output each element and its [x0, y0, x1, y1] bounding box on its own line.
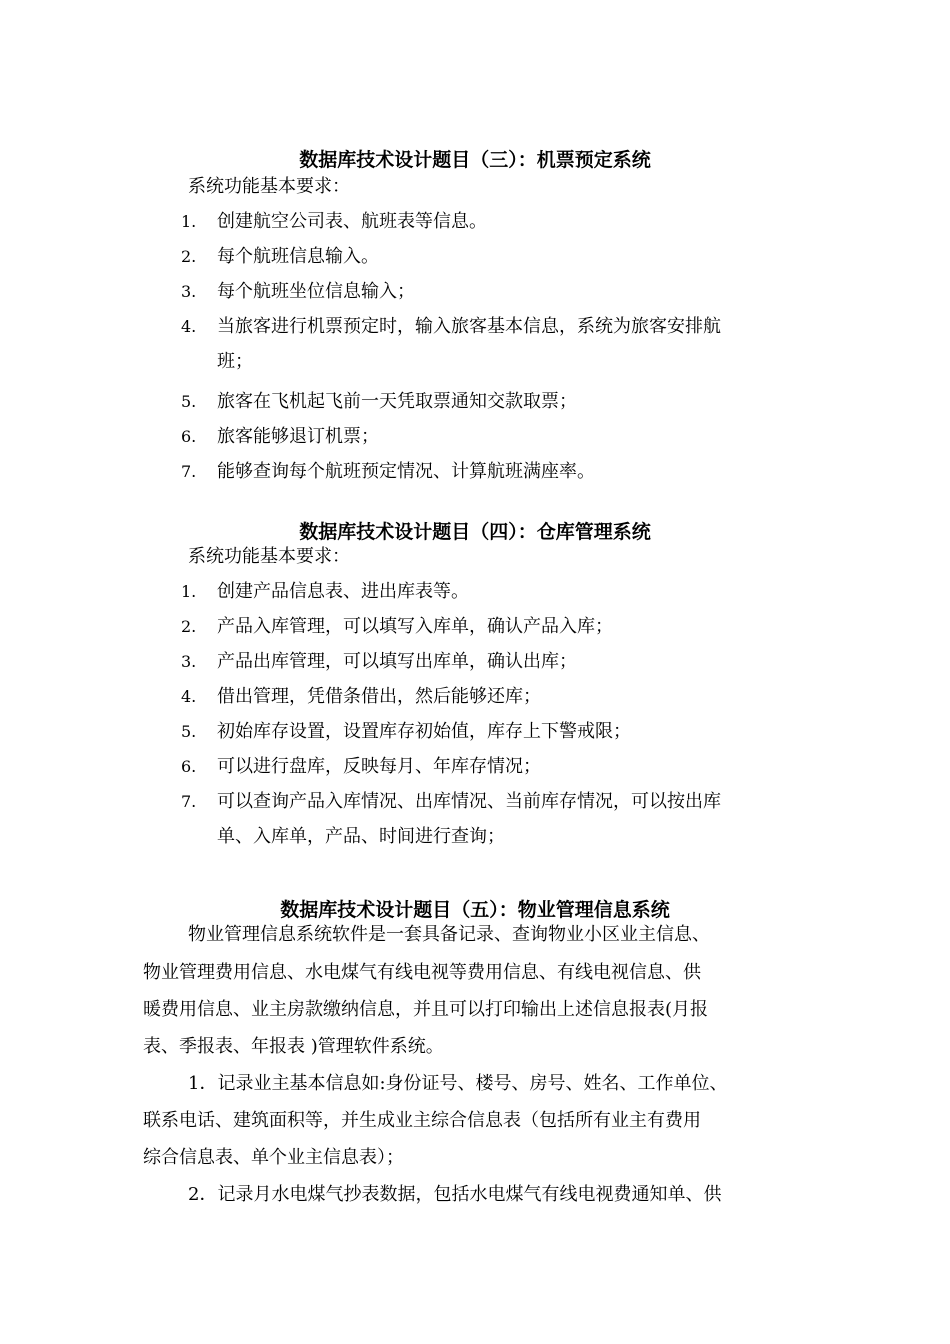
- list-number: 3.: [181, 652, 197, 671]
- list-item: [181, 245, 821, 269]
- list-text: 可以查询产品入库情况、出库情况、当前库存情况，可以按出库: [217, 791, 721, 812]
- list-text: 初始库存设置，设置库存初始值，库存上下警戒限；: [217, 721, 631, 742]
- list-number: 7.: [181, 792, 197, 811]
- paragraph-line: 1．记录业主基本信息如:身份证号、楼号、房号、姓名、工作单位、: [188, 1073, 728, 1094]
- list-number: 3.: [181, 282, 197, 301]
- section-title-property-management: 数据库技术设计题目（五）：物业管理信息系统: [280, 899, 670, 921]
- paragraph-line: 2．记录月水电煤气抄表数据，包括水电煤气有线电视费通知单、供: [188, 1184, 722, 1205]
- list-item: [181, 425, 821, 449]
- list-number: 1.: [181, 212, 197, 231]
- section-title-flight-booking: 数据库技术设计题目（三）：机票预定系统: [299, 149, 651, 171]
- list-item: [181, 580, 821, 604]
- list-text-continuation: 班；: [217, 351, 253, 372]
- list-item: [181, 650, 821, 674]
- list-number: 7.: [181, 462, 197, 481]
- list-text: 产品入库管理，可以填写入库单，确认产品入库；: [217, 616, 613, 637]
- list-item: [181, 460, 821, 484]
- list-text: 每个航班信息输入。: [217, 246, 379, 267]
- list-text: 创建航空公司表、航班表等信息。: [217, 211, 487, 232]
- paragraph-line: 综合信息表、单个业主信息表）；: [143, 1147, 404, 1168]
- paragraph-line: 表、季报表、年报表 )管理软件系统。: [143, 1036, 444, 1057]
- list-item: [181, 315, 821, 374]
- list-number: 5.: [181, 722, 197, 741]
- list-number: 6.: [181, 757, 197, 776]
- list-number: 6.: [181, 427, 197, 446]
- paragraph-line: 暖费用信息、业主房款缴纳信息，并且可以打印输出上述信息报表(月报: [143, 999, 709, 1020]
- list-text: 产品出库管理，可以填写出库单，确认出库；: [217, 651, 577, 672]
- list-text: 每个航班坐位信息输入；: [217, 281, 415, 302]
- section-subtitle: 系统功能基本要求：: [188, 176, 350, 197]
- paragraph-line: 物业管理信息系统软件是一套具备记录、查询物业小区业主信息、: [188, 924, 710, 945]
- list-number: 2.: [181, 617, 197, 636]
- list-item: [181, 720, 821, 744]
- list-text: 创建产品信息表、进出库表等。: [217, 581, 469, 602]
- list-number: 4.: [181, 687, 197, 706]
- list-number: 1.: [181, 582, 197, 601]
- list-number: 2.: [181, 247, 197, 266]
- paragraph-line: 物业管理费用信息、水电煤气有线电视等费用信息、有线电视信息、供: [143, 962, 701, 983]
- list-text: 可以进行盘库，反映每月、年库存情况；: [217, 756, 541, 777]
- paragraph-line: 联系电话、建筑面积等，并生成业主综合信息表（包括所有业主有费用: [143, 1110, 701, 1131]
- list-item: [181, 685, 821, 709]
- section-title-warehouse: 数据库技术设计题目（四）：仓库管理系统: [299, 521, 651, 543]
- list-text-continuation: 单、入库单，产品、时间进行查询；: [217, 826, 505, 847]
- list-item: [181, 390, 821, 414]
- list-item: [181, 280, 821, 304]
- list-item: [181, 210, 821, 234]
- section-subtitle: 系统功能基本要求：: [188, 546, 350, 567]
- list-item: [181, 790, 821, 849]
- list-item: [181, 615, 821, 639]
- list-number: 4.: [181, 317, 197, 336]
- list-number: 5.: [181, 392, 197, 411]
- list-text: 借出管理，凭借条借出，然后能够还库；: [217, 686, 541, 707]
- list-text: 旅客在飞机起飞前一天凭取票通知交款取票；: [217, 391, 577, 412]
- list-text: 旅客能够退订机票；: [217, 426, 379, 447]
- list-text: 能够查询每个航班预定情况、计算航班满座率。: [217, 461, 595, 482]
- list-item: [181, 755, 821, 779]
- list-text: 当旅客进行机票预定时，输入旅客基本信息，系统为旅客安排航: [217, 316, 721, 337]
